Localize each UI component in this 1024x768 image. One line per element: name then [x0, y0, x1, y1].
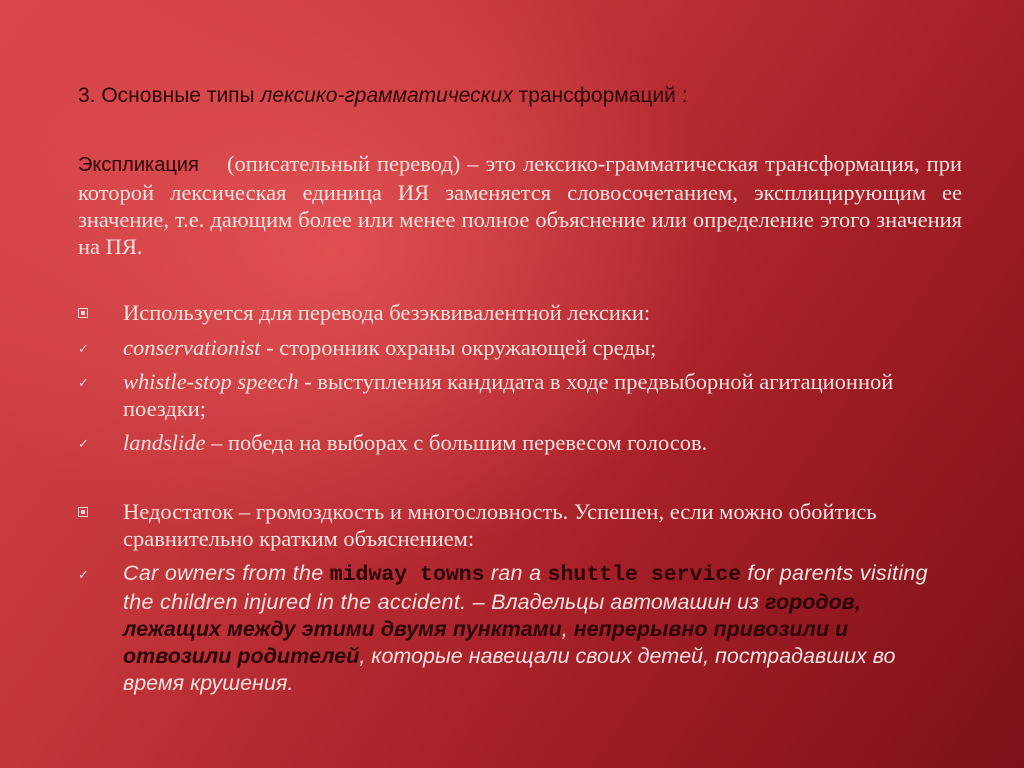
item-text: – победа на выборах с большим перевесом голосов. — [205, 430, 708, 455]
list-item — [78, 429, 962, 456]
item-term: whistle-stop speech — [123, 369, 299, 394]
example-ru-1: Владельцы автомашин из — [491, 590, 766, 614]
example-en-1: Car owners from the — [123, 561, 330, 585]
heading-colon: : — [681, 84, 688, 107]
definition-text: (описательный перевод) – это лексико-грамматическая трансформация, при которой лексическая единица ИЯ заменяется словосочетанием, эксплицирующим ее значение, т.е. дающим более или менее полное объяснение или определение этого значения на ПЯ. — [78, 151, 962, 259]
item-text: Используется для перевода безэквивалентной лексики: — [123, 300, 651, 325]
example-item — [78, 560, 962, 697]
example-en-3: for parents visiting the children injured in the accident. – — [123, 561, 928, 614]
item-term: landslide — [123, 430, 206, 455]
item-term: conservationist — [123, 335, 261, 360]
slide-heading — [78, 84, 688, 108]
example-ru-bold-2: непрерывно привозили и отвозили родителей — [123, 617, 849, 668]
definition-paragraph — [78, 150, 962, 260]
list-item — [78, 498, 962, 552]
definition-term: Экспликация — [78, 154, 199, 176]
square-bullet-icon — [78, 299, 98, 328]
example-ru-3: , которые навещали своих детей, пострадавших во время крушения. — [123, 644, 896, 695]
item-text: - выступления кандидата в ходе предвыборной агитационной поездки; — [123, 369, 894, 421]
heading-rest: трансформаций — [518, 84, 676, 107]
example-en-bold-1: midway towns — [329, 563, 485, 587]
check-bullet-icon: ✓ — [78, 376, 89, 391]
example-en-bold-2: shuttle service — [547, 563, 742, 587]
list-item — [78, 299, 962, 326]
list-item — [78, 334, 962, 361]
example-en-2: ran a — [484, 561, 548, 585]
heading-number: 3. Основные типы — [78, 84, 255, 107]
heading-italic: лексико-грамматических — [260, 84, 513, 107]
check-bullet-icon: ✓ — [78, 568, 89, 583]
example-ru-bold-1: городов, лежащих между этими двумя пунктами — [123, 590, 861, 641]
check-bullet-icon: ✓ — [78, 437, 89, 452]
item-text: - сторонник охраны окружающей среды; — [260, 335, 657, 360]
list-item — [78, 368, 962, 422]
example-ru-2: , — [561, 617, 574, 641]
item-text: Недостаток – громоздкость и многословность. Успешен, если можно обойтись сравнительно кратким объяснением: — [123, 499, 877, 551]
check-bullet-icon: ✓ — [78, 342, 89, 357]
square-bullet-icon — [78, 498, 98, 527]
